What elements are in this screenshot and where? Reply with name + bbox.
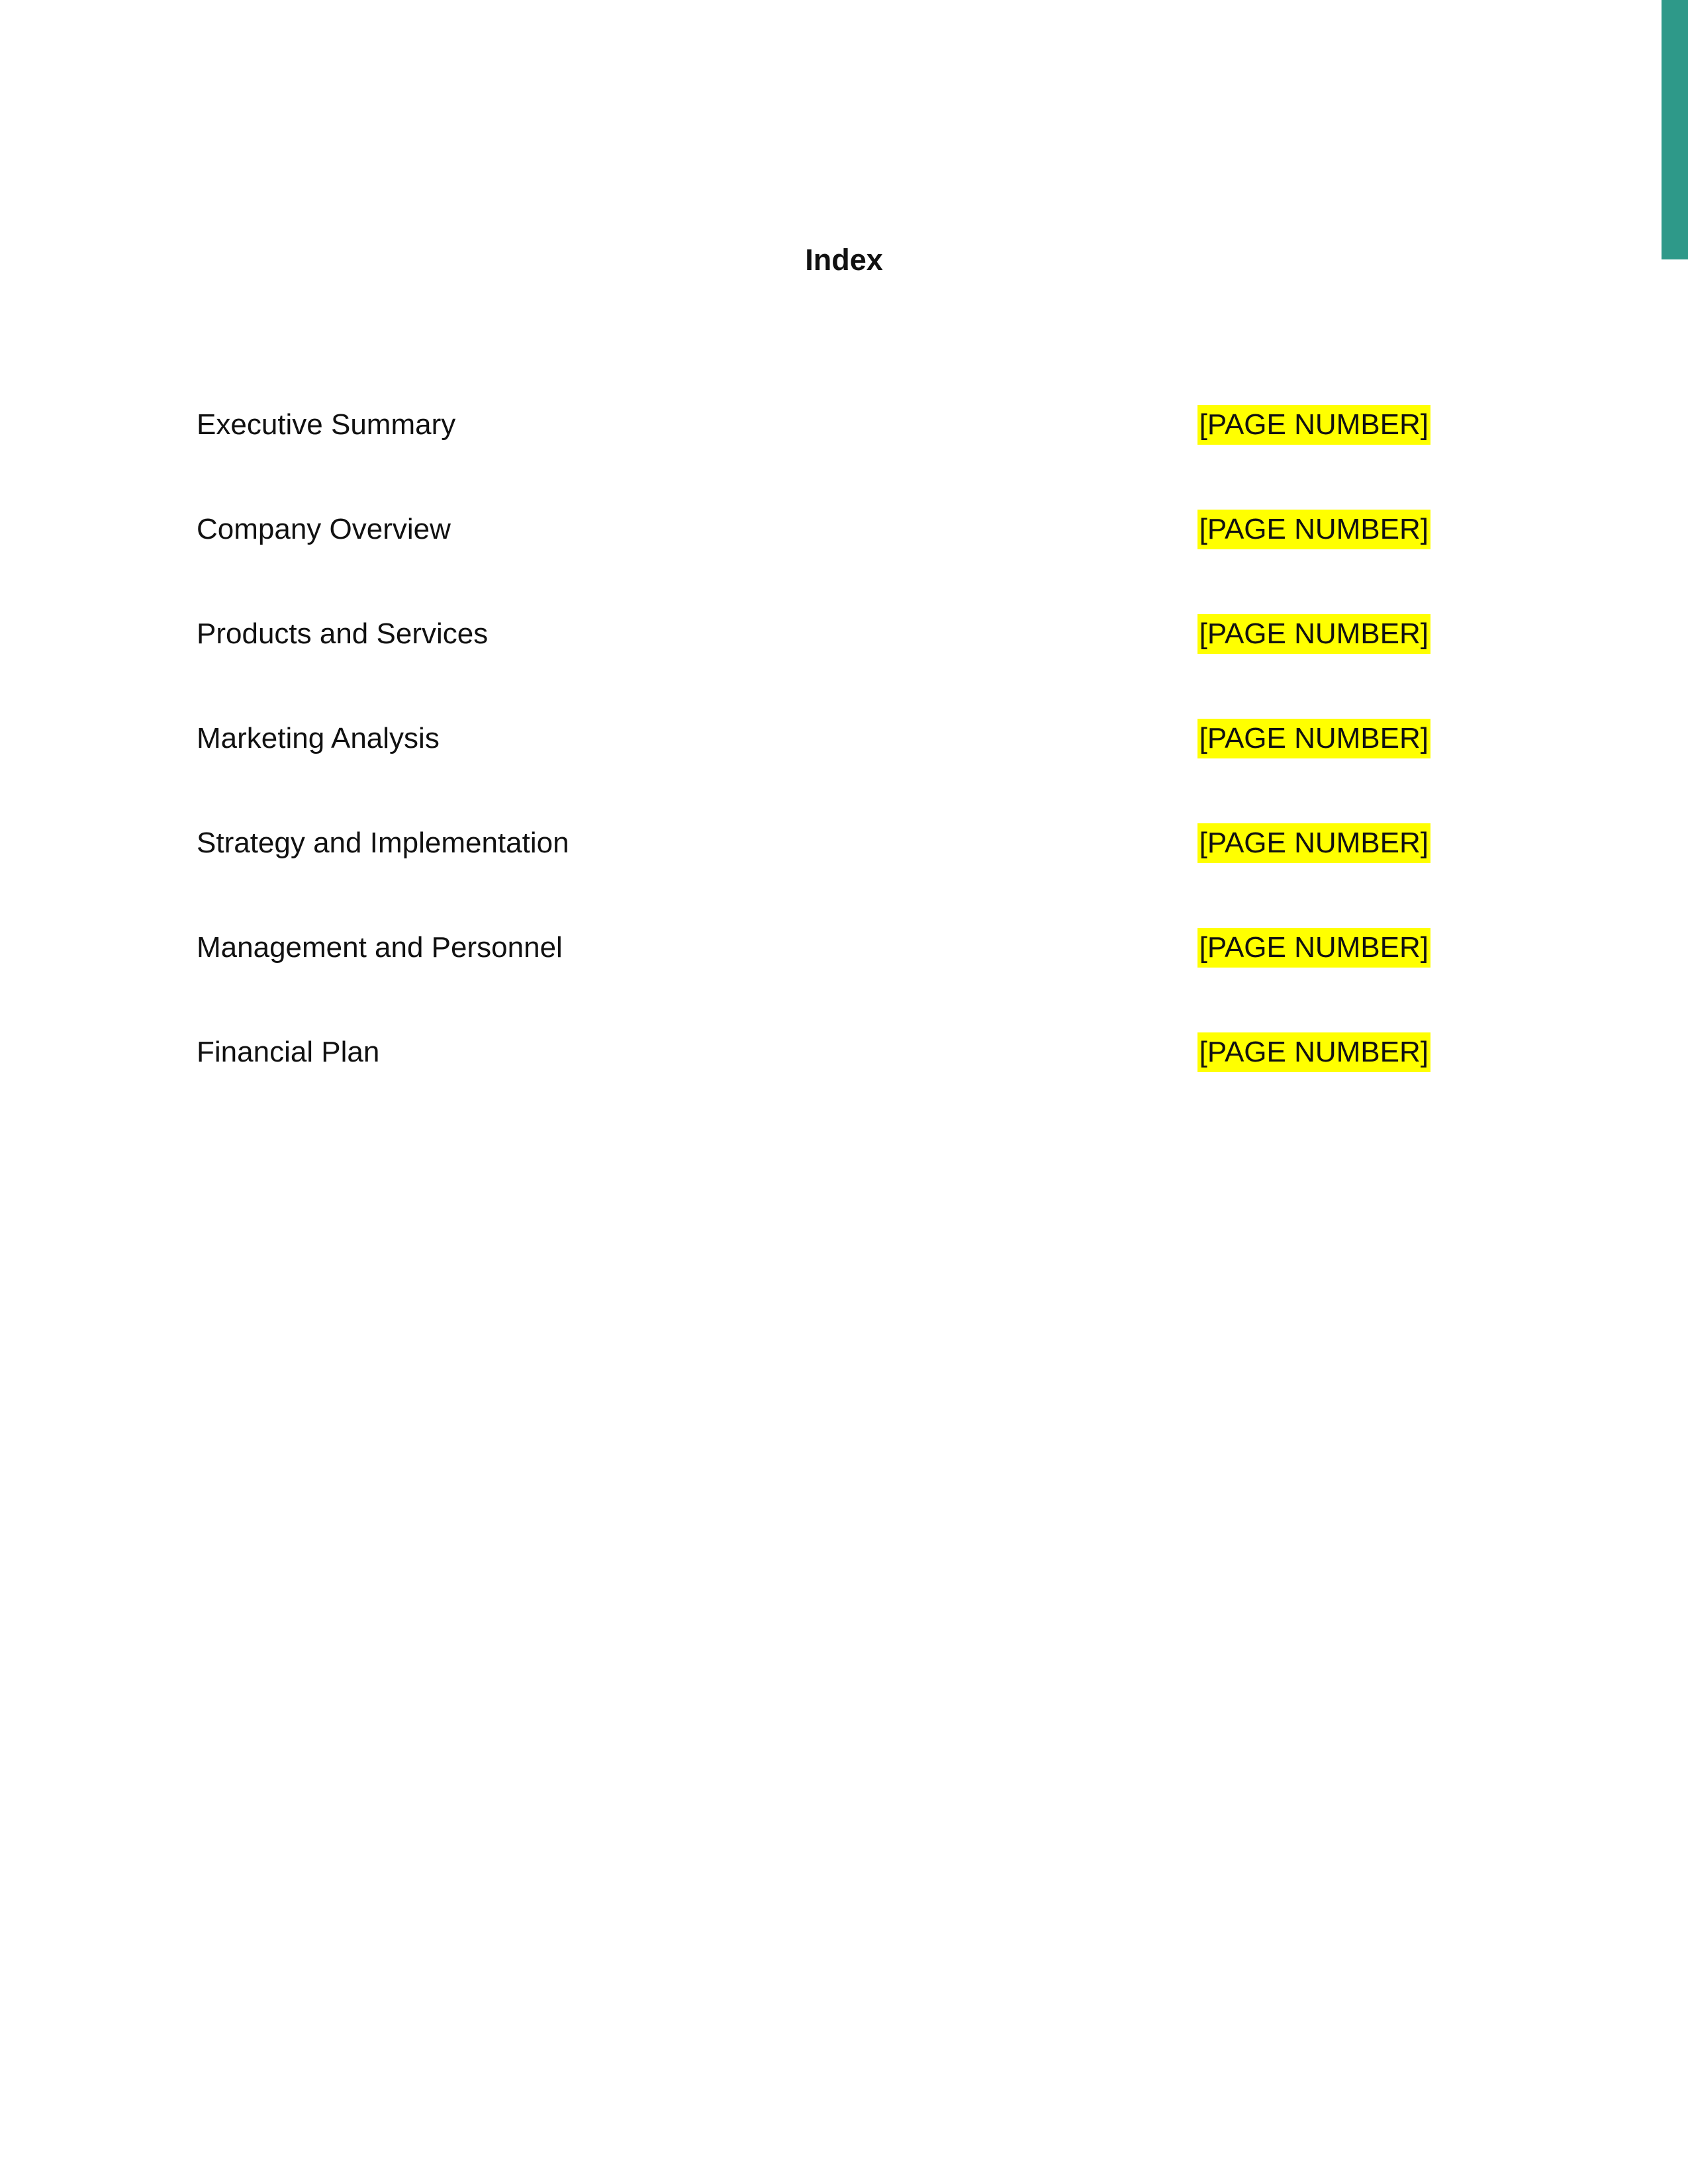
toc-entry-label: Strategy and Implementation <box>197 827 569 859</box>
toc-entry-page-number: [PAGE NUMBER] <box>1197 719 1430 758</box>
toc-entry-marketing-analysis <box>197 719 1430 823</box>
toc-entry-company-overview <box>197 510 1430 614</box>
toc-entry-page-number: [PAGE NUMBER] <box>1197 1032 1430 1072</box>
toc-entry-label: Executive Summary <box>197 408 456 441</box>
toc-entry-page-number: [PAGE NUMBER] <box>1197 405 1430 445</box>
toc-entry-page-number: [PAGE NUMBER] <box>1197 614 1430 654</box>
toc-entry-label: Company Overview <box>197 513 451 545</box>
accent-bar <box>1662 0 1688 259</box>
toc-entry-label: Financial Plan <box>197 1036 380 1068</box>
toc-entry-strategy-and-implementation <box>197 823 1430 928</box>
toc-entry-executive-summary <box>197 405 1430 510</box>
toc-entry-label: Marketing Analysis <box>197 722 440 754</box>
toc-entry-management-and-personnel <box>197 928 1430 1032</box>
toc-entry-page-number: [PAGE NUMBER] <box>1197 510 1430 549</box>
index-title: Index <box>805 243 883 277</box>
table-of-contents <box>197 405 1430 1137</box>
toc-entry-label: Products and Services <box>197 617 489 650</box>
toc-entry-products-and-services <box>197 614 1430 719</box>
toc-entry-financial-plan <box>197 1032 1430 1137</box>
toc-entry-page-number: [PAGE NUMBER] <box>1197 823 1430 863</box>
toc-entry-page-number: [PAGE NUMBER] <box>1197 928 1430 968</box>
toc-entry-label: Management and Personnel <box>197 931 563 964</box>
